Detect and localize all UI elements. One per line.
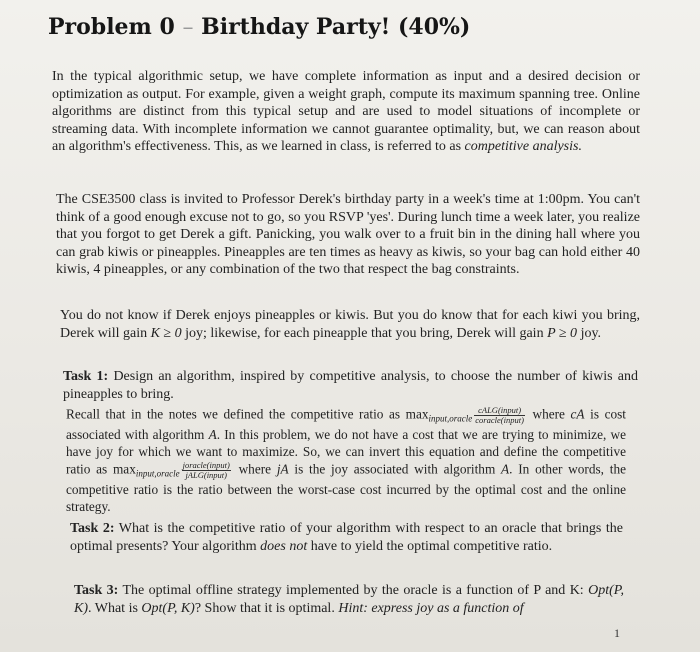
fraction-1-numerator: cALG(input)	[474, 406, 525, 416]
task-1-text: Design an algorithm, inspired by competitive analysis, to choose the number of kiwis and pineapples to bring.	[63, 369, 638, 402]
ratio-text-c: is cost associated with algorithm	[66, 406, 626, 443]
intro-paragraph	[52, 68, 640, 156]
task-3	[74, 582, 624, 617]
fraction-1-denominator: coracle(input)	[475, 415, 524, 425]
task-3-label: Task 3:	[74, 583, 119, 598]
task-2-emphasis: does not	[260, 538, 308, 554]
ratio-text-b: where	[526, 406, 571, 422]
ratio-text-d: . In this problem, we do not have a cost that we are trying to minimize, we have joy for which we want to maximize. So, we can invert this equation and define the competitive ratio as max	[66, 427, 626, 477]
ratio-text-f: is the joy associated with algorithm	[288, 461, 502, 477]
cost-ratio-fraction	[474, 406, 525, 425]
task-1-label: Task 1:	[63, 369, 109, 384]
problem-title	[48, 14, 470, 40]
task-2	[70, 520, 623, 555]
task-3-text-c: ? Show that it is optimal.	[194, 600, 339, 616]
title-dash: –	[182, 15, 194, 40]
problem-number: Problem 0	[48, 14, 175, 40]
intro-text: In the typical algorithmic setup, we have complete information as input and a desired decision or optimization as output. For example, given a weight graph, compute its maximum spanning tree. Online algorithms are distinct from this typical setup and are used to model situations of incomplete or streaming data. With incomplete information we cannot guarantee optimality, but, we can reason about an algorithm's effectiveness. This, as we learned in class, is referred to as	[52, 69, 640, 154]
max-subscript-1: input,oracle	[428, 413, 473, 424]
joy-text-b: joy; likewise, for each pineapple that you bring, Derek will gain	[181, 325, 548, 341]
task-2-text-a: What is the competitive ratio of your algorithm with respect to an oracle that brings the optimal presents? Your algorithm	[70, 521, 624, 554]
task-1	[63, 368, 638, 403]
competitive-ratio-paragraph	[66, 406, 626, 516]
cost-symbol: cA	[570, 406, 585, 422]
pineapple-joy-math: P ≥ 0	[547, 325, 578, 341]
intro-emphasis: competitive analysis.	[464, 139, 582, 154]
fraction-2-denominator: jALG(input)	[185, 469, 227, 480]
kiwi-joy-math: K ≥ 0	[150, 325, 182, 341]
max-subscript-2: input,oracle	[135, 468, 180, 479]
task-3-hint: Hint: express joy as a function of	[338, 600, 524, 616]
joy-text-c: joy.	[577, 325, 602, 341]
algorithm-symbol-1: A	[208, 427, 217, 443]
ratio-text-a: Recall that in the notes we defined the competitive ratio as max	[66, 406, 429, 422]
algorithm-symbol-2: A	[501, 461, 510, 477]
joy-text-a: You do not know if Derek enjoys pineapples or kiwis. But you do know that for each kiwi you bring, Derek will gain	[60, 308, 640, 341]
opt-function-1: Opt(P, K)	[74, 583, 625, 616]
joy-ratio-fraction	[182, 461, 231, 480]
ratio-text-g: . In other words, the competitive ratio is the ratio between the worst-case cost incurred by the optimal cost and the online strategy.	[66, 461, 626, 515]
task-3-text-b: . What is	[88, 600, 142, 616]
story-paragraph: The CSE3500 class is invited to Professor Derek's birthday party in a week's time at 1:00pm. You can't think of a good enough excuse not to go, so you RSVP 'yes'. During lunch time a week later, you realize that you forgot to get Derek a gift. Panicking, you walk over to a fruit bin in the dining hall where you can grab kiwis or pineapples. Pineapples are ten times as heavy as kiwis, so your bag can hold either 40 kiwis, 4 pineapples, or any combination of the two that respect the bag constraints.	[56, 192, 640, 277]
joy-symbol: jA	[276, 461, 289, 477]
problem-name: Birthday Party! (40%)	[201, 14, 471, 40]
joy-paragraph	[60, 307, 640, 342]
opt-function-2: Opt(P, K)	[141, 600, 195, 616]
page-number: 1	[614, 626, 620, 640]
fraction-2-numerator: joracle(input)	[182, 459, 230, 470]
task-3-text-a: The optimal offline strategy implemented by the oracle is a function of P and K:	[118, 583, 589, 598]
ratio-text-e: where	[232, 461, 277, 477]
task-2-text-b: have to yield the optimal competitive ratio.	[307, 538, 553, 554]
task-2-label: Task 2:	[70, 521, 115, 536]
